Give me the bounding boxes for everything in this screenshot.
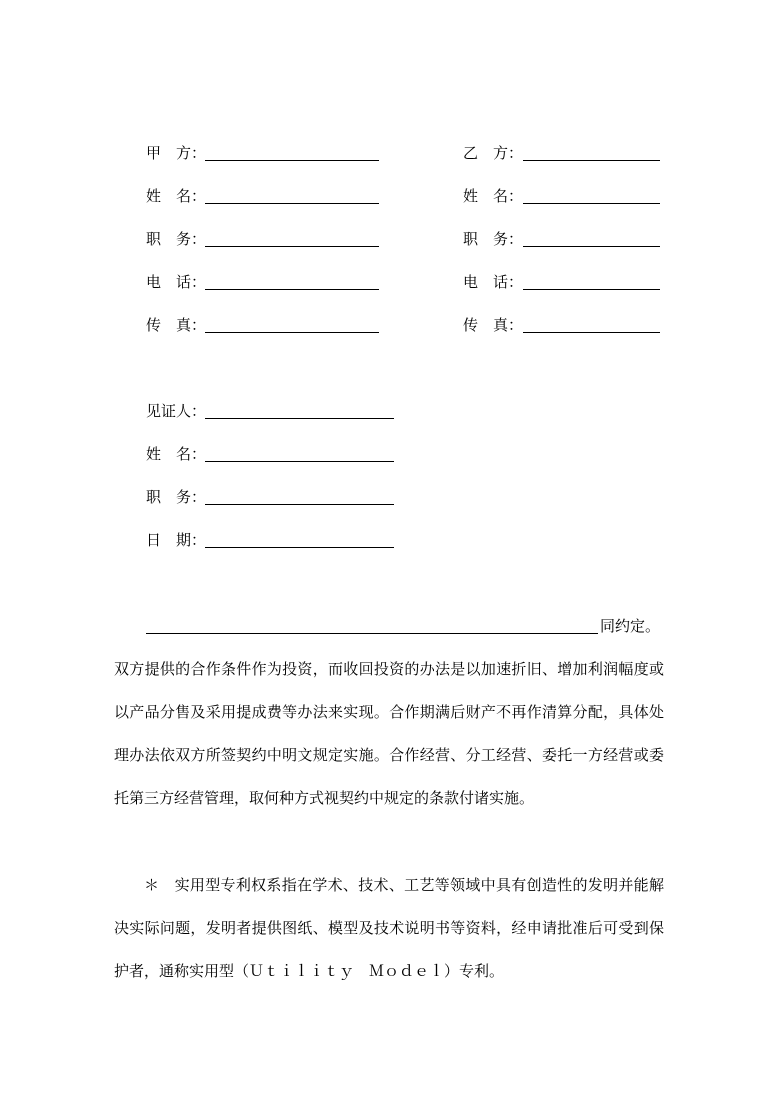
witness-title-blank[interactable] bbox=[205, 504, 394, 505]
utility-model-note: ＊ 实用型专利权系指在学术、技术、工艺等领域中具有创造性的发明并能解决实际问题，发明者提供图纸、模型及技术说明书等资料，经申请批准后可受到保护者，通称实用型（Ｕｔｉｌｉｔｙ Ｍｏｄｅｌ）专利。 bbox=[114, 876, 664, 980]
party-a-fax-blank[interactable] bbox=[205, 332, 379, 333]
witness-date-label: 日 期： bbox=[146, 531, 207, 549]
party-a-blank[interactable] bbox=[205, 160, 379, 161]
party-b-title-label: 职 务： bbox=[463, 230, 524, 248]
party-a-name-label: 姓 名： bbox=[146, 187, 207, 205]
party-a-title-blank[interactable] bbox=[205, 246, 379, 247]
party-b-title-blank[interactable] bbox=[523, 246, 660, 247]
witness-name-blank[interactable] bbox=[205, 461, 394, 462]
party-b-name-label: 姓 名： bbox=[463, 187, 524, 205]
party-b-blank[interactable] bbox=[523, 160, 660, 161]
party-a-fax-label: 传 真： bbox=[146, 316, 207, 334]
witness-label: 见证人： bbox=[146, 402, 207, 420]
party-b-fax-blank[interactable] bbox=[523, 332, 660, 333]
agreement-suffix: 同约定。 bbox=[600, 617, 661, 635]
agreement-blank[interactable] bbox=[146, 633, 598, 634]
body-paragraph: 双方提供的合作条件作为投资，而收回投资的办法是以加速折旧、增加利润幅度或以产品分售及采用提成费等办法来实现。合作期满后财产不再作清算分配，具体处理办法依双方所签契约中明文规定实施。合作经营、分工经营、委托一方经营或委托第三方经营管理，取何种方式视契约中规定的条款付诸实施。 bbox=[114, 660, 664, 807]
party-a-name-blank[interactable] bbox=[205, 203, 379, 204]
witness-blank[interactable] bbox=[205, 418, 394, 419]
party-b-fax-label: 传 真： bbox=[463, 316, 524, 334]
witness-name-label: 姓 名： bbox=[146, 445, 207, 463]
party-b-name-blank[interactable] bbox=[523, 203, 660, 204]
witness-title-label: 职 务： bbox=[146, 488, 207, 506]
party-a-label: 甲 方： bbox=[146, 144, 207, 162]
party-b-label: 乙 方： bbox=[463, 144, 524, 162]
party-a-phone-blank[interactable] bbox=[205, 289, 379, 290]
party-b-phone-blank[interactable] bbox=[523, 289, 660, 290]
party-a-phone-label: 电 话： bbox=[146, 273, 207, 291]
party-a-title-label: 职 务： bbox=[146, 230, 207, 248]
party-b-phone-label: 电 话： bbox=[463, 273, 524, 291]
witness-date-blank[interactable] bbox=[205, 547, 394, 548]
